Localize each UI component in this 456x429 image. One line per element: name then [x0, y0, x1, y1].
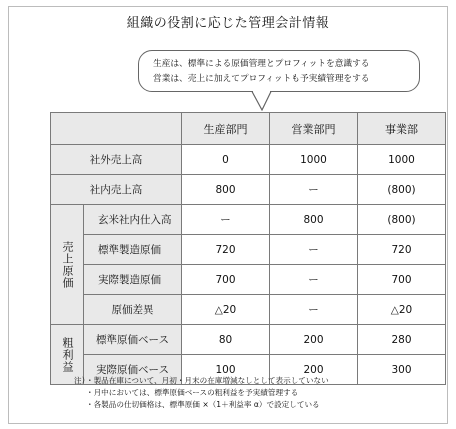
table-cell: ー [270, 235, 358, 265]
table-row [51, 145, 446, 175]
table-cell: 280 [358, 325, 446, 355]
row-label: 社外売上高 [51, 145, 182, 175]
table-cell: ー [270, 295, 358, 325]
table-cell: 720 [358, 235, 446, 265]
header-row [51, 113, 446, 145]
row-label: 社内売上高 [51, 175, 182, 205]
table-cell: ー [270, 265, 358, 295]
table-row [51, 325, 446, 355]
table-row [51, 265, 446, 295]
table-cell: (800) [358, 175, 446, 205]
row-label: 原価差異 [84, 295, 182, 325]
footnote-item: ・月中においては、標準原価ベースの粗利益を予実績管理する [86, 388, 299, 397]
row-label: 実際原価ベース [84, 355, 182, 385]
col-header-production: 生産部門 [182, 113, 270, 145]
row-label: 標準原価ベース [84, 325, 182, 355]
corner-cell [51, 113, 182, 145]
callout-line-1: 生産は、標準による原価管理とプロフィットを意識する [153, 59, 370, 69]
table-row [51, 175, 446, 205]
col-header-sales: 営業部門 [270, 113, 358, 145]
table-cell: 80 [182, 325, 270, 355]
table-cell: (800) [358, 205, 446, 235]
table-cell: 800 [182, 175, 270, 205]
table-cell: 700 [358, 265, 446, 295]
callout-line-2: 営業は、売上に加えてプロフィットも予実績管理をする [153, 74, 370, 84]
col-header-division: 事業部 [358, 113, 446, 145]
footnote-mark: 注） [74, 376, 90, 385]
figure-title: 組織の役割に応じた管理会計情報 [126, 16, 330, 31]
row-label: 標準製造原価 [84, 235, 182, 265]
table-cell: 1000 [358, 145, 446, 175]
table-cell: ー [182, 205, 270, 235]
table-cell: △20 [358, 295, 446, 325]
group-label-cost-of-sales: 売上原価 [51, 205, 84, 325]
callout-bubble [138, 50, 420, 92]
table-cell: 200 [270, 325, 358, 355]
table-cell: 100 [182, 355, 270, 385]
footnote-item: ・製品在庫について、月初・月末の在庫増減なしとして表示していない [86, 376, 329, 385]
table-cell: △20 [182, 295, 270, 325]
table-row [51, 235, 446, 265]
management-accounting-table [50, 112, 446, 385]
footnote-item: ・各製品の仕切価格は、標準原価 ×（1＋利益率 α）で設定している [86, 400, 320, 409]
table-cell: 300 [358, 355, 446, 385]
table-row [51, 295, 446, 325]
row-label: 実際製造原価 [84, 265, 182, 295]
row-label: 玄米社内仕入高 [84, 205, 182, 235]
table-cell: ー [270, 175, 358, 205]
table-cell: 1000 [270, 145, 358, 175]
table-row [51, 205, 446, 235]
table-cell: 800 [270, 205, 358, 235]
table-cell: 0 [182, 145, 270, 175]
table-cell: 200 [270, 355, 358, 385]
footnotes [74, 375, 329, 411]
table-cell: 720 [182, 235, 270, 265]
group-label-gross-profit: 粗利益 [51, 325, 84, 385]
table-cell: 700 [182, 265, 270, 295]
